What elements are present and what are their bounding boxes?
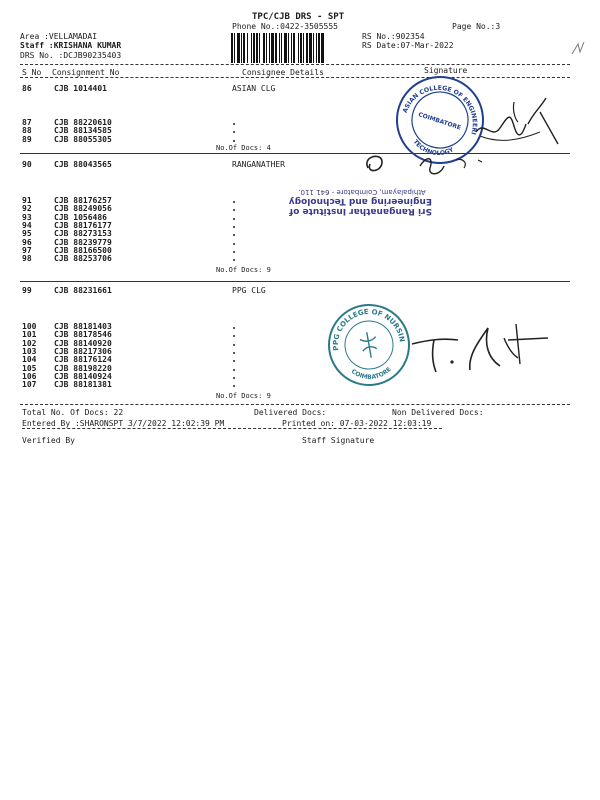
- col-consignee: Consignee Details: [242, 68, 324, 77]
- row-consignment: CJB 88239779: [54, 237, 112, 247]
- asian-stamp-bottom: TECHNOLOGY: [411, 138, 455, 158]
- page-number: Page No.:3: [452, 22, 501, 31]
- asian-stamp-center: COIMBATORE: [417, 111, 462, 132]
- barcode-bar: [303, 33, 304, 63]
- row-marker: [233, 360, 235, 362]
- row-consignment: CJB 88043565: [54, 160, 112, 169]
- row-sno: 88: [22, 126, 32, 136]
- row-consignment: CJB 88134585: [54, 126, 112, 136]
- col-signature: Signature: [424, 66, 468, 75]
- barcode-bar: [271, 33, 274, 63]
- header-rule-bottom: [20, 77, 570, 78]
- row-sno: 94: [22, 220, 32, 230]
- barcode-bar: [259, 33, 260, 63]
- row-consignment: CJB 88217306: [54, 346, 112, 356]
- ppg-stamp-bottom: COIMBATORE: [349, 365, 393, 381]
- group-separator: [20, 281, 570, 282]
- sri-stamp-line1: Sri Ranganathar Institute of: [289, 206, 432, 216]
- row-consignment: CJB 1014401: [54, 84, 107, 93]
- barcode-bar: [237, 33, 240, 63]
- row-sno: 92: [22, 204, 32, 214]
- consignee-name: RANGANATHER: [232, 160, 285, 169]
- row-sno: 106: [22, 371, 37, 381]
- drs-number: DRS No. :DCJB90235403: [20, 51, 122, 60]
- row-marker: [233, 234, 235, 236]
- row-consignment: CJB 88176124: [54, 355, 112, 365]
- group-doc-count: No.Of Docs: 4: [216, 144, 271, 152]
- group-doc-count: No.Of Docs: 9: [216, 392, 271, 400]
- row-consignment: CJB 88231661: [54, 286, 112, 295]
- row-marker: [233, 131, 235, 133]
- asian-stamp-top: ASIAN COLLEGE OF ENGINEERING: [401, 84, 478, 136]
- row-sno: 90: [22, 160, 32, 169]
- row-sno: 95: [22, 229, 32, 239]
- row-marker: [233, 377, 235, 379]
- verified-by: Verified By: [22, 436, 75, 445]
- group-doc-count: No.Of Docs: 9: [216, 266, 271, 274]
- row-sno: 103: [22, 346, 37, 356]
- signature-ranganather: [360, 146, 500, 186]
- sri-stamp-line3: Athipalayam, Coimbatore - 641 110.: [298, 188, 426, 196]
- barcode-bar: [279, 33, 280, 63]
- col-consignment: Consignment No: [52, 68, 120, 77]
- ppg-stamp-top: PPG COLLEGE OF NURSING: [331, 307, 406, 351]
- barcode-bar: [288, 33, 289, 63]
- row-marker: [233, 226, 235, 228]
- footer-rule-2: [22, 428, 442, 429]
- barcode-bar: [266, 33, 267, 63]
- barcode-bar: [298, 33, 299, 63]
- row-consignment: CJB 88166500: [54, 245, 112, 255]
- delivered-docs: Delivered Docs:: [254, 408, 327, 417]
- row-consignment: CJB 88055305: [54, 134, 112, 144]
- row-sno: 91: [22, 196, 32, 205]
- row-marker: [233, 243, 235, 245]
- row-sno: 96: [22, 237, 32, 247]
- row-consignment: CJB 88140920: [54, 338, 112, 348]
- total-docs: Total No. Of Docs: 22: [22, 408, 124, 417]
- row-consignment: CJB 88140924: [54, 371, 112, 381]
- row-marker: [233, 201, 235, 203]
- phone-number: Phone No.:0422-3505555: [232, 22, 338, 31]
- barcode-bar: [306, 33, 308, 63]
- barcode-bar: [316, 33, 317, 63]
- row-consignment: CJB 88273153: [54, 229, 112, 239]
- barcode-bar: [300, 33, 302, 63]
- ppg-college-stamp: [326, 302, 412, 388]
- entered-by: Entered By :SHARONSPT 3/7/2022 12:02:39 PM: [22, 419, 225, 428]
- row-marker: [233, 369, 235, 371]
- row-marker: [233, 344, 235, 346]
- row-sno: 107: [22, 380, 37, 390]
- rs-date: RS Date:07-Mar-2022: [362, 41, 454, 50]
- row-consignment: CJB 88176257: [54, 196, 112, 205]
- row-consignment: CJB 88181403: [54, 322, 112, 331]
- signature-ppg: [408, 318, 558, 378]
- row-consignment: CJB 88181381: [54, 380, 112, 390]
- row-marker: [233, 327, 235, 329]
- barcode-bar: [309, 33, 312, 63]
- barcode-bar: [291, 33, 292, 63]
- row-sno: 97: [22, 245, 32, 255]
- scan-mark: [568, 38, 588, 58]
- sri-ranganathar-stamp: [288, 188, 432, 216]
- row-sno: 104: [22, 355, 37, 365]
- barcode-bar: [247, 33, 248, 63]
- row-consignment: CJB 88178546: [54, 330, 112, 340]
- row-marker: [233, 385, 235, 387]
- consignee-name: PPG CLG: [232, 286, 266, 295]
- footer-rule: [20, 404, 570, 405]
- rs-number: RS No.:902354: [362, 32, 425, 41]
- barcode-bar: [284, 33, 287, 63]
- row-sno: 105: [22, 363, 37, 373]
- barcode-bar: [251, 33, 252, 63]
- row-sno: 100: [22, 322, 37, 331]
- barcode: [230, 33, 354, 63]
- row-marker: [233, 123, 235, 125]
- barcode-bar: [318, 33, 320, 63]
- row-sno: 89: [22, 134, 32, 144]
- row-sno: 98: [22, 254, 32, 264]
- barcode-bar: [231, 33, 233, 63]
- row-sno: 86: [22, 84, 32, 93]
- barcode-bar: [243, 33, 245, 63]
- row-marker: [233, 251, 235, 253]
- row-marker: [233, 352, 235, 354]
- row-marker: [233, 218, 235, 220]
- barcode-bar: [241, 33, 242, 63]
- barcode-bar: [275, 33, 277, 63]
- barcode-bar: [269, 33, 270, 63]
- row-consignment: CJB 1056486: [54, 212, 107, 222]
- barcode-bar: [263, 33, 265, 63]
- staff-signature: Staff Signature: [302, 436, 375, 445]
- barcode-bar: [321, 33, 324, 63]
- row-sno: 93: [22, 212, 32, 222]
- area: Area :VELLAMADAI: [20, 32, 98, 41]
- barcode-bar: [313, 33, 314, 63]
- barcode-bar: [281, 33, 282, 63]
- signature-asian: [470, 92, 570, 152]
- row-sno: 99: [22, 286, 32, 295]
- consignee-name: ASIAN CLG: [232, 84, 276, 93]
- row-sno: 102: [22, 338, 37, 348]
- sri-stamp-line2: Engineering and Technology: [288, 196, 432, 206]
- row-marker: [233, 209, 235, 211]
- row-marker: [233, 335, 235, 337]
- page-title: TPC/CJB DRS - SPT: [252, 12, 345, 22]
- row-consignment: CJB 88198220: [54, 363, 112, 373]
- row-consignment: CJB 88253706: [54, 254, 112, 264]
- row-sno: 101: [22, 330, 37, 340]
- row-marker: [233, 259, 235, 261]
- col-sno: S No: [22, 68, 42, 77]
- barcode-bar: [234, 33, 235, 63]
- barcode-bar: [256, 33, 258, 63]
- barcode-bar: [293, 33, 295, 63]
- barcode-bar: [253, 33, 255, 63]
- row-marker: [233, 140, 235, 142]
- non-delivered-docs: Non Delivered Docs:: [392, 408, 484, 417]
- row-consignment: CJB 88249056: [54, 204, 112, 214]
- printed-on: Printed on: 07-03-2022 12:03:19: [282, 419, 432, 428]
- row-consignment: CJB 88176177: [54, 220, 112, 230]
- staff-name: Staff :KRISHANA KUMAR: [20, 41, 122, 50]
- header-rule-top: [20, 64, 570, 65]
- row-consignment: CJB 88220610: [54, 118, 112, 127]
- row-sno: 87: [22, 118, 32, 127]
